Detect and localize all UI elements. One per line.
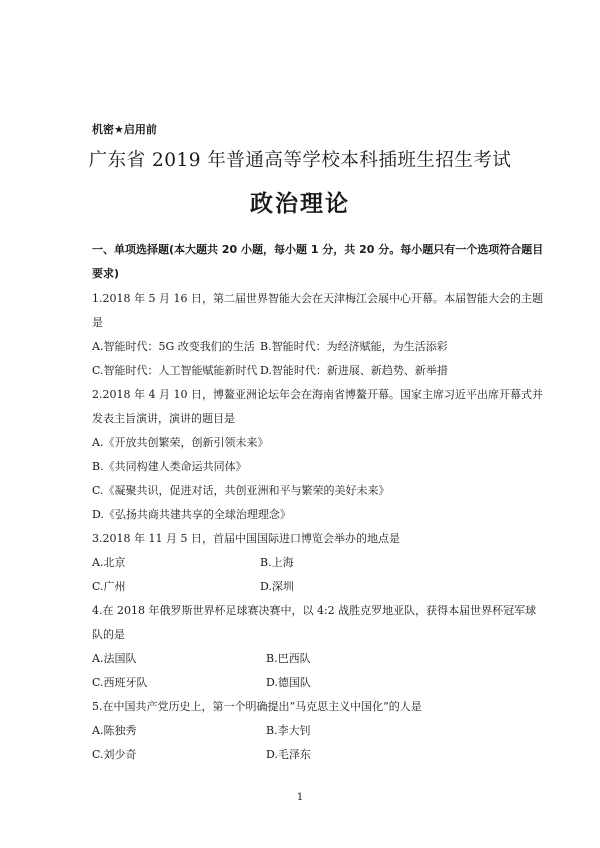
question-2-stem-line1: 2.2018 年 4 月 10 日，博鳌亚洲论坛年会在海南省博鳌开幕。国家主席习近平出席开幕式并 <box>92 388 543 401</box>
question-3-option-a: A.北京 <box>92 556 126 569</box>
question-2-option-b: B.《共同构建人类命运共同体》 <box>92 460 247 473</box>
question-2-option-d: D.《弘扬共商共建共享的全球治理理念》 <box>92 508 291 521</box>
question-3-option-b: B.上海 <box>260 556 294 569</box>
question-2-stem-line2: 发表主旨演讲，演讲的题目是 <box>92 412 235 425</box>
question-4-option-d: D.德国队 <box>266 676 311 689</box>
question-1-stem-line1: 1.2018 年 5 月 16 日，第二届世界智能大会在天津梅江会展中心开幕。本届智能大会的主题 <box>92 292 543 305</box>
exam-title: 广东省 2019 年普通高等学校本科插班生招生考试 <box>88 150 512 171</box>
section-heading-line1: 一、单项选择题(本大题共 20 小题，每小题 1 分，共 20 分。每小题只有一个选项符合题目 <box>92 243 544 256</box>
question-5-stem-line1: 5.在中国共产党历史上，第一个明确提出“马克思主义中国化”的人是 <box>92 700 422 713</box>
subject-title: 政治理论 <box>250 191 350 217</box>
question-5-option-b: B.李大钊 <box>266 724 311 737</box>
question-4-option-c: C.西班牙队 <box>92 676 148 689</box>
question-4-option-a: A.法国队 <box>92 652 137 665</box>
section-heading-line2: 要求) <box>92 267 120 280</box>
question-2-option-a: A.《开放共创繁荣，创新引领未来》 <box>92 436 269 449</box>
question-1-stem-line2: 是 <box>92 316 103 329</box>
secret-mark: 机密★启用前 <box>92 123 157 136</box>
question-5-option-c: C.刘少奇 <box>92 748 137 761</box>
page-number: 1 <box>296 792 304 803</box>
question-1-option-a: A.智能时代：5G 改变我们的生活 <box>92 340 255 353</box>
question-3-option-d: D.深圳 <box>260 580 294 593</box>
question-5-option-d: D.毛泽东 <box>266 748 311 761</box>
question-3-stem-line1: 3.2018 年 11 月 5 日，首届中国国际进口博览会举办的地点是 <box>92 532 400 545</box>
question-4-stem-line2: 队的是 <box>92 628 125 641</box>
question-5-option-a: A.陈独秀 <box>92 724 137 737</box>
question-4-option-b: B.巴西队 <box>266 652 311 665</box>
question-4-stem-line1: 4.在 2018 年俄罗斯世界杯足球赛决赛中，以 4:2 战胜克罗地亚队，获得本届世界杯冠军球 <box>92 604 537 617</box>
question-3-option-c: C.广州 <box>92 580 126 593</box>
question-1-option-d: D.智能时代：新进展、新趋势、新举措 <box>260 364 448 377</box>
question-2-option-c: C.《凝聚共识，促进对话，共创亚洲和平与繁荣的美好未来》 <box>92 484 390 497</box>
question-1-option-b: B.智能时代：为经济赋能，为生活添彩 <box>260 340 448 353</box>
question-1-option-c: C.智能时代：人工智能赋能新时代 <box>92 364 258 377</box>
